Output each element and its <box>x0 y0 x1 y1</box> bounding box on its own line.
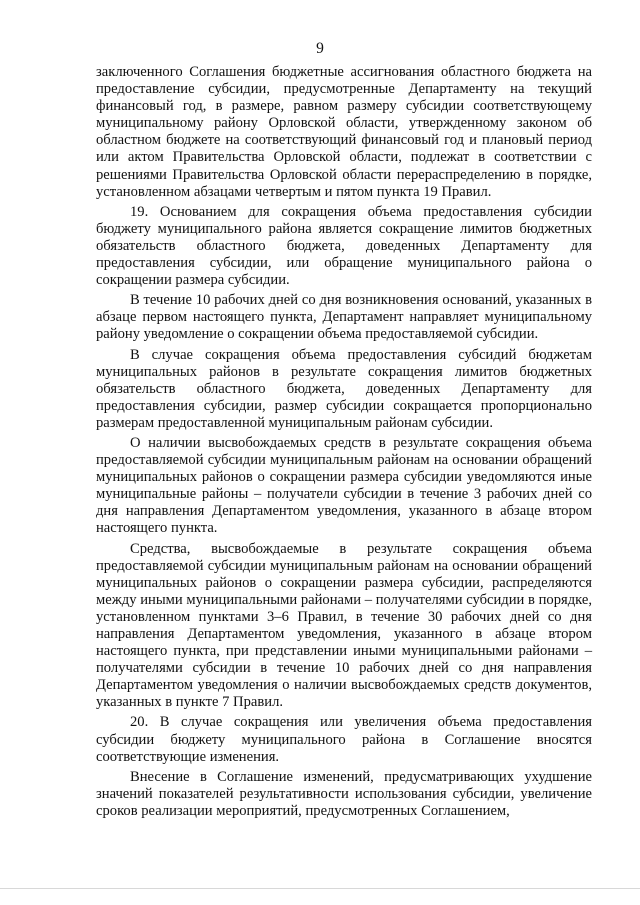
page-number: 9 <box>316 40 324 57</box>
paragraph: Внесение в Соглашение изменений, предусматривающих ухудшение значений показателей результативности использования субсидии, увеличение сроков реализации мероприятий, предусмотренных Соглашением, <box>96 768 592 819</box>
paragraph: В течение 10 рабочих дней со дня возникновения оснований, указанных в абзаце первом настоящего пункта, Департамент направляет муниципальному району уведомление о сокращении объема предоставляемой субсидии. <box>96 292 592 343</box>
bottom-divider <box>0 888 640 889</box>
paragraph-continuation: заключенного Соглашения бюджетные ассигнования областного бюджета на предоставление субсидии, предусмотренные Департаменту на текущий финансовый год, в размере, равном размеру субсидии соответствующему муниципальному району Орловской области, утвержденному законом об областном бюджете на соответствующий финансовый год и плановый период или актом Правительства Орловской области, подлежат в соответствии с решениями Правительства Орловской области перераспределению в порядке, установленном абзацами четвертым и пятом пункта 19 Правил. <box>96 64 592 200</box>
paragraph-item-19: 19. Основанием для сокращения объема предоставления субсидии бюджету муниципального района является сокращение лимитов бюджетных обязательств областного бюджета, доведенных Департаменту для предоставления субсидии, или обращение муниципального района о сокращении размера субсидии. <box>96 203 592 289</box>
paragraph-item-20: 20. В случае сокращения или увеличения объема предоставления субсидии бюджету муниципального района в Соглашение вносятся соответствующие изменения. <box>96 714 592 765</box>
body-text <box>96 64 592 823</box>
paragraph: В случае сокращения объема предоставления субсидий бюджетам муниципальных районов в результате сокращения лимитов бюджетных обязательств областного бюджета, доведенных Департаменту для предоставления субсидии, размер субсидии сокращается пропорционально размерам предоставленной муниципальным районам субсидии. <box>96 346 592 431</box>
paragraph: О наличии высвобождаемых средств в результате сокращения объема предоставляемой субсидии муниципальным районам на основании обращений муниципальных районов о сокращении размера субсидии уведомляются иные муниципальные районы – получатели субсидии в течение 3 рабочих дней со дня направления Департаментом уведомления, указанного в абзаце втором настоящего пункта. <box>96 434 592 537</box>
paragraph: Средства, высвобождаемые в результате сокращения объема предоставляемой субсидии муниципальным районам на основании обращений муниципальных районов о сокращении размера субсидии, распределяются между иными муниципальными районами – получателями субсидии в порядке, установленном пунктами 3–6 Правил, в течение 30 рабочих дней со дня направления Департаментом уведомления, указанного в абзаце втором настоящего пункта, при представлении иными муниципальными районами – получателями субсидии в течение 10 рабочих дней со дня направления Департаментом уведомления о наличии высвобождаемых средств документов, указанных в пункте 7 Правил. <box>96 540 592 711</box>
